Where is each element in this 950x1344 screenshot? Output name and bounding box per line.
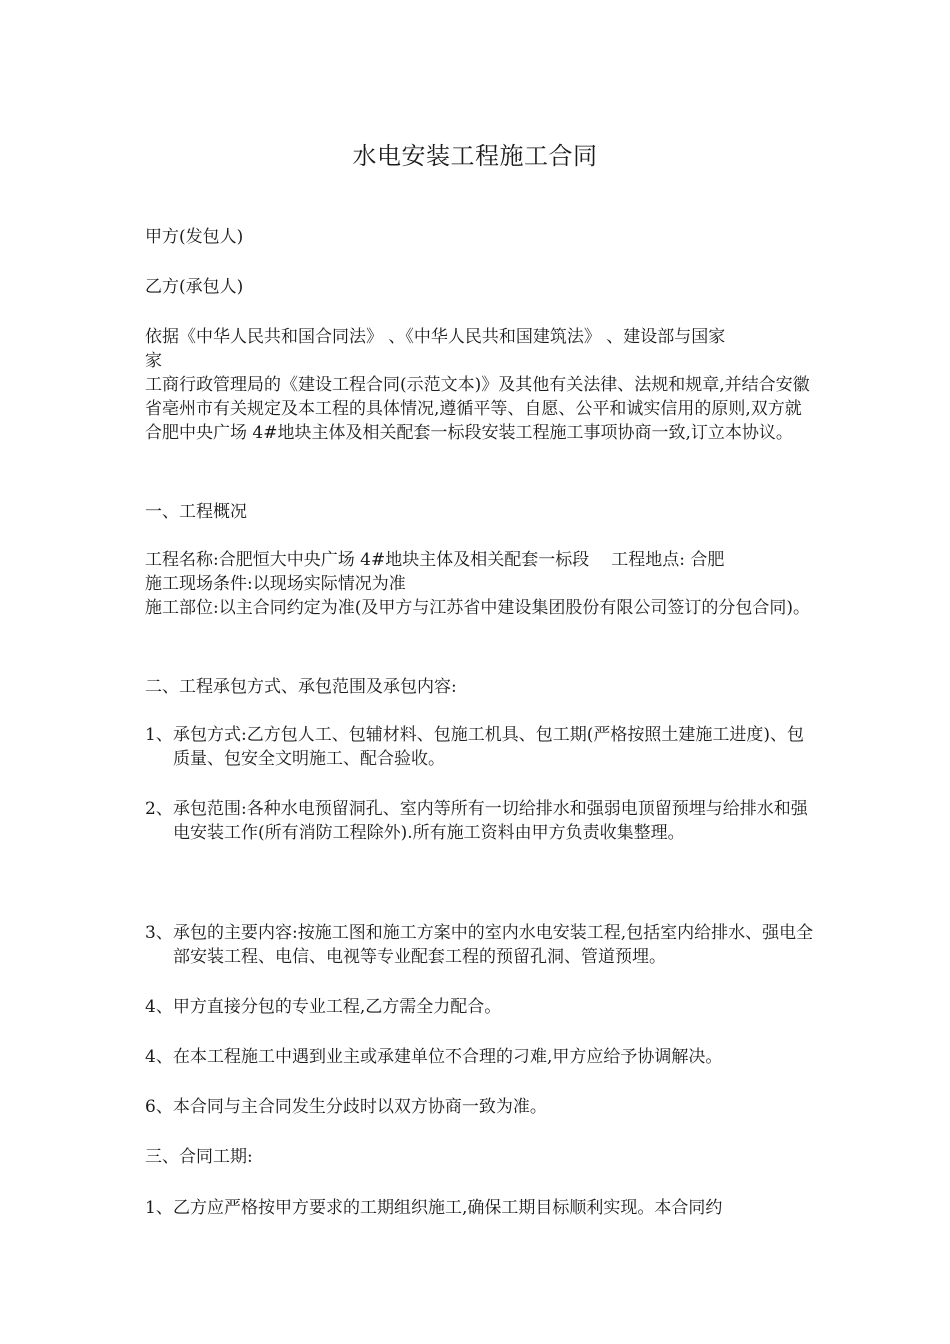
section2-heading: 二、工程承包方式、承包范围及承包内容: <box>145 677 457 697</box>
project-location: 工程地点: 合肥 <box>611 550 725 570</box>
item-text: 承包的主要内容:按施工图和施工方案中的室内水电安装工程,包括室内给排水、强电全部安装工程、电信、电视等专业配套工程的预留孔洞、管道预埋。 <box>173 923 814 967</box>
construction-scope: 施工部位:以主合同约定为准(及甲方与江苏省中建设集团股份有限公司签订的分包合同)。 <box>145 598 810 618</box>
section1-heading: 一、工程概况 <box>145 502 247 522</box>
item-number: 1、 <box>145 725 173 745</box>
party-a: 甲方(发包人) <box>145 227 244 247</box>
item-text: 在本工程施工中遇到业主或承建单位不合理的刁难,甲方应给予协调解决。 <box>173 1047 723 1067</box>
preamble-body: 工商行政管理局的《建设工程合同(示范文本)》及其他有关法律、法规和规章,并结合安徽省亳州市有关规定及本工程的具体情况,遵循平等、自愿、公平和诚实信用的原则,双方就合肥中央广场 4#地块主体及相关配套一标段安装工程施工事项协商一致,订立本协议。 <box>145 375 810 443</box>
preamble-first-line: 依据《中华人民共和国合同法》 、《中华人民共和国建筑法》 、建设部与国家 <box>145 327 726 347</box>
site-conditions: 施工现场条件:以现场实际情况为准 <box>145 574 406 594</box>
preamble-wrap-char: 家 <box>145 351 162 371</box>
document-title: 水电安装工程施工合同 <box>352 142 598 170</box>
duration-item-1 <box>145 1196 815 1220</box>
contract-item-3 <box>145 921 815 969</box>
party-b: 乙方(承包人) <box>145 277 244 297</box>
project-name-row <box>145 548 724 572</box>
contract-item-4a: 4、甲方直接分包的专业工程,乙方需全力配合。 <box>145 997 502 1017</box>
contract-item-2 <box>145 797 815 845</box>
item-number: 2、 <box>145 799 173 819</box>
item-number: 4、 <box>145 1047 173 1067</box>
item-text: 承包范围:各种水电预留洞孔、室内等所有一切给排水和强弱电顶留预埋与给排水和强电安装工作(所有消防工程除外).所有施工资料由甲方负责收集整理。 <box>173 799 808 843</box>
contract-item-6: 6、本合同与主合同发生分歧时以双方协商一致为准。 <box>145 1097 547 1117</box>
contract-item-1 <box>145 723 815 771</box>
section3-heading: 三、合同工期: <box>145 1147 253 1167</box>
preamble-continuation <box>145 349 810 445</box>
item-number: 3、 <box>145 923 173 943</box>
contract-item-4b <box>145 1045 815 1069</box>
item-text: 承包方式:乙方包人工、包辅材料、包施工机具、包工期(严格按照土建施工进度)、包质量、包安全文明施工、配合验收。 <box>173 725 804 769</box>
item-number: 1、 <box>145 1198 173 1218</box>
item-text: 乙方应严格按甲方要求的工期组织施工,确保工期目标顺利实现。本合同约 <box>173 1198 723 1218</box>
project-name: 工程名称:合肥恒大中央广场 4#地块主体及相关配套一标段 <box>145 550 590 570</box>
